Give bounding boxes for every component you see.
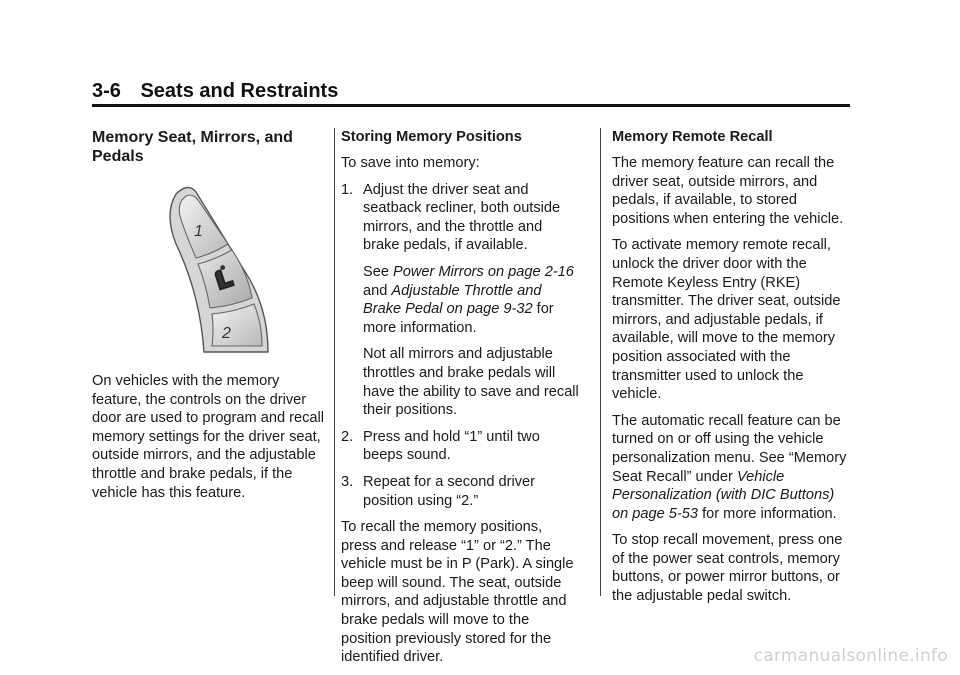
step-3 bbox=[341, 473, 581, 510]
step-number: 1. bbox=[341, 181, 354, 198]
column-middle bbox=[341, 128, 581, 675]
memory-buttons-figure bbox=[92, 174, 332, 364]
step-text: Repeat for a second driver position using “2.” bbox=[363, 473, 535, 509]
column-divider bbox=[600, 128, 601, 596]
step-note: Not all mirrors and adjustable throttles and brake pedals will have the ability to save and recall their positions. bbox=[363, 346, 579, 419]
column-right bbox=[612, 128, 852, 614]
step-1 bbox=[341, 181, 581, 255]
button-label-1: 1 bbox=[194, 223, 203, 240]
paragraph: To stop recall movement, press one of the power seat controls, memory buttons, or power mirror buttons, or the adjustable pedal switch. bbox=[612, 532, 843, 605]
paragraph: The memory feature can recall the driver seat, outside mirrors, and pedals, if available, to stored positions when entering the vehicle. bbox=[612, 155, 844, 227]
link-adjustable-pedal[interactable]: Adjustable Throttle and Brake Pedal on page 9-32 bbox=[363, 282, 542, 318]
recall-paragraph: To recall the memory positions, press and release “1” or “2.” The vehicle must be in P (Park). A single beep will sound. The seat, outside mirrors, and adjustable throttle and brake pedals will move to the position previously stored for the identified driver. bbox=[341, 519, 574, 666]
column-left bbox=[92, 128, 332, 510]
step-number: 2. bbox=[341, 428, 354, 445]
watermark: carmanualsonline.info bbox=[753, 646, 948, 666]
paragraph: To activate memory remote recall, unlock the driver door with the Remote Keyless Entry (RKE) transmitter. The driver seat, outside mirrors, and adjustable pedals, if available, will move to the memory position associated with the transmitter used to unlock the vehicle. bbox=[612, 237, 841, 403]
header-rule bbox=[92, 104, 850, 107]
intro-paragraph: On vehicles with the memory feature, the controls on the driver door are used to program and recall memory settings for the driver seat, outside mirrors, and the adjustable throttle and brake pedals, if the vehicle has this feature. bbox=[92, 373, 325, 501]
memory-buttons-illustration bbox=[92, 174, 332, 364]
step-number: 3. bbox=[341, 473, 354, 490]
page-number: 3-6 bbox=[92, 80, 121, 102]
column-divider bbox=[334, 128, 335, 596]
button-label-2: 2 bbox=[222, 325, 231, 342]
step-text: Press and hold “1” until two beeps sound. bbox=[363, 428, 540, 464]
subsection-heading: Storing Memory Positions bbox=[341, 129, 522, 145]
paragraph-with-link: The automatic recall feature can be turned on or off using the vehicle personalization menu. See “Memory Seat Recall” under Vehicle Personalization (with DIC Buttons) on page 5-53 for more information. bbox=[612, 412, 847, 522]
link-vehicle-personalization[interactable]: Vehicle Personalization (with DIC Buttons) on page 5-53 bbox=[612, 468, 835, 522]
intro-text: To save into memory: bbox=[341, 155, 480, 171]
section-heading: Memory Seat, Mirrors, and Pedals bbox=[92, 129, 293, 165]
page-header bbox=[92, 80, 850, 103]
see-reference: See Power Mirrors on page 2-16 and Adjustable Throttle and Brake Pedal on page 9-32 for more information. bbox=[363, 263, 574, 336]
step-2 bbox=[341, 428, 581, 465]
link-power-mirrors[interactable]: Power Mirrors on page 2-16 bbox=[393, 263, 574, 280]
step-text: Adjust the driver seat and seatback recliner, both outside mirrors, and the throttle and brake pedals, if available. bbox=[363, 181, 561, 254]
subsection-heading: Memory Remote Recall bbox=[612, 129, 773, 145]
chapter-title: Seats and Restraints bbox=[140, 80, 339, 102]
